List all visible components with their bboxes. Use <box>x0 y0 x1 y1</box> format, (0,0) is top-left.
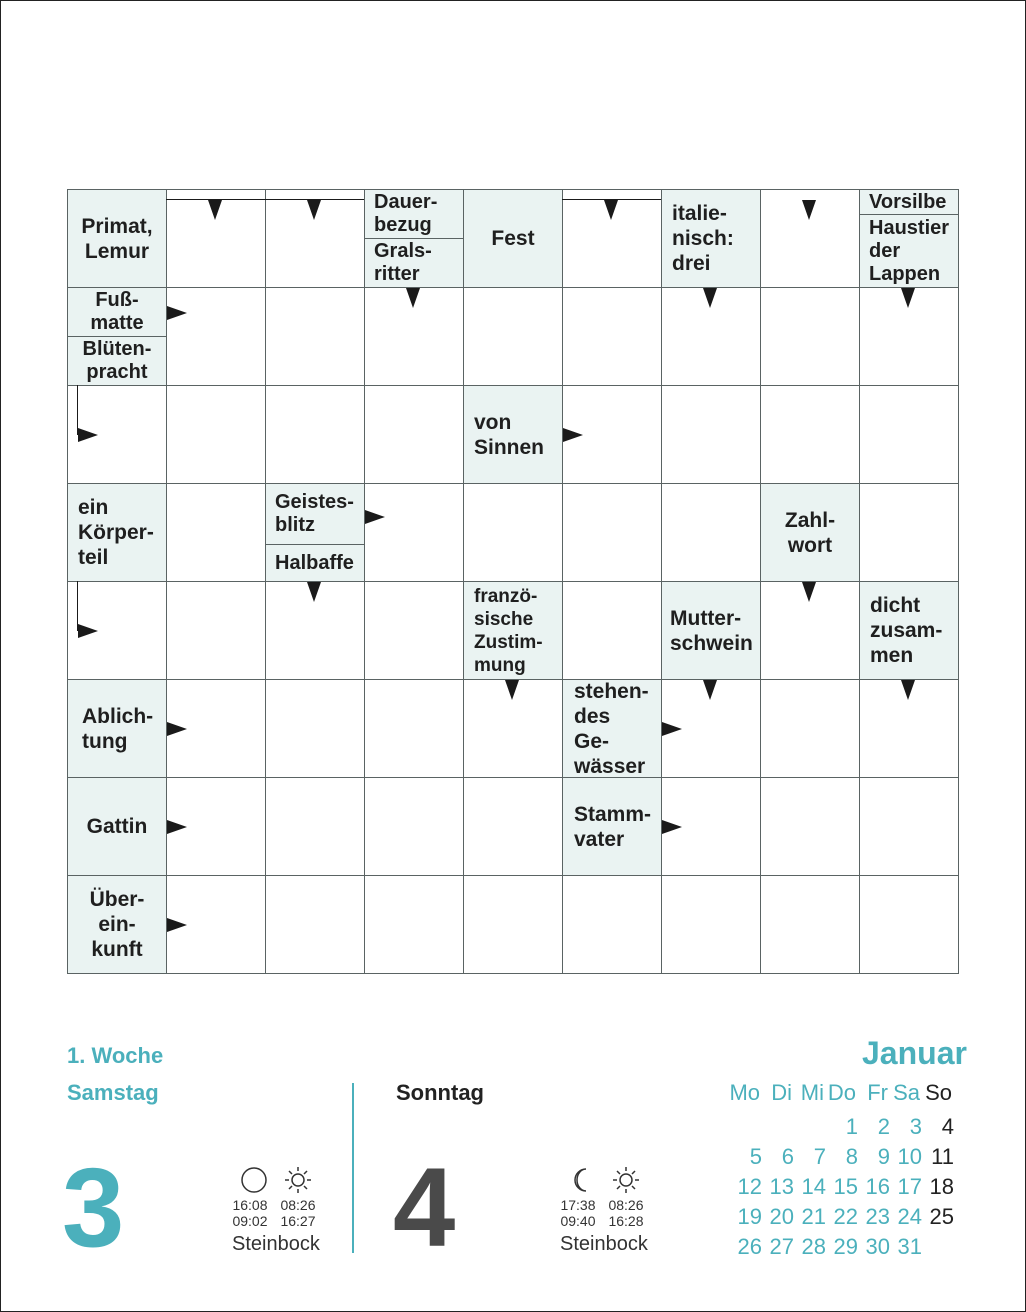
calendar-day[interactable]: 11 <box>931 1144 954 1169</box>
calendar-day[interactable]: 22 <box>833 1204 858 1229</box>
grid-cell[interactable] <box>166 287 266 386</box>
calendar-day[interactable]: 6 <box>781 1144 794 1169</box>
arrow-down-icon <box>208 200 222 220</box>
day1-zodiac: Steinbock <box>232 1233 320 1255</box>
moon-rise: 17:38 <box>560 1197 596 1213</box>
calendar-day[interactable]: 30 <box>865 1234 890 1259</box>
grid-cell[interactable] <box>661 385 761 484</box>
arrow-right-icon <box>167 722 187 736</box>
clue-italienisch: italie- nisch: drei <box>661 189 761 288</box>
clue-zahlwort: Zahl- wort <box>760 483 860 582</box>
moon-rise: 16:08 <box>232 1197 268 1213</box>
calendar-day[interactable]: 3 <box>909 1114 922 1139</box>
grid-cell[interactable] <box>364 679 464 778</box>
sun-rise: 08:26 <box>608 1197 644 1213</box>
day1-number: 3 <box>62 1145 125 1270</box>
sun-set: 16:27 <box>280 1213 316 1229</box>
sun-icon <box>273 1166 323 1197</box>
arrow-down-icon <box>802 582 816 602</box>
clue-halbaffe: Halbaffe <box>265 544 365 582</box>
grid-cell[interactable] <box>166 581 266 680</box>
grid-cell[interactable] <box>463 483 563 582</box>
day2-zodiac: Steinbock <box>560 1233 648 1255</box>
calendar-day[interactable]: 21 <box>801 1204 826 1229</box>
arrow-down-icon <box>703 288 717 308</box>
grid-cell[interactable] <box>562 875 662 974</box>
calendar-day[interactable]: 13 <box>769 1174 794 1199</box>
arrow-right-icon <box>78 428 98 442</box>
clue-dauerbezug: Dauer- bezug <box>364 189 464 239</box>
calendar-day[interactable]: 19 <box>737 1204 762 1229</box>
clue-von-sinnen: von Sinnen <box>463 385 563 484</box>
grid-cell[interactable] <box>364 385 464 484</box>
calendar-day[interactable]: 17 <box>897 1174 922 1199</box>
sun-set: 16:28 <box>608 1213 644 1229</box>
clue-ablichtung: Ablich- tung <box>67 679 167 778</box>
calendar-day[interactable]: 14 <box>801 1174 826 1199</box>
calendar-day[interactable]: 1 <box>845 1114 858 1139</box>
grid-cell[interactable] <box>265 875 365 974</box>
grid-cell[interactable] <box>760 385 860 484</box>
calendar-day[interactable]: 10 <box>897 1144 922 1169</box>
grid-cell[interactable] <box>166 385 266 484</box>
arrow-down-icon <box>307 582 321 602</box>
weekday-header: Mi <box>800 1080 824 1105</box>
arrow-connector <box>166 199 364 200</box>
clue-dicht: dicht zusam- men <box>859 581 959 680</box>
arrow-right-icon <box>167 918 187 932</box>
calendar-day[interactable]: 29 <box>833 1234 858 1259</box>
grid-cell[interactable] <box>364 483 464 582</box>
grid-cell[interactable] <box>562 581 662 680</box>
calendar-day[interactable]: 28 <box>801 1234 826 1259</box>
arrow-down-icon <box>901 680 915 700</box>
calendar-day[interactable]: 25 <box>929 1204 954 1229</box>
moon-set: 09:40 <box>560 1213 596 1229</box>
grid-cell[interactable] <box>364 875 464 974</box>
grid-cell[interactable] <box>859 777 959 876</box>
clue-stammvater: Stamm- vater <box>562 777 662 876</box>
calendar-day[interactable]: 27 <box>769 1234 794 1259</box>
calendar-day[interactable]: 23 <box>865 1204 890 1229</box>
arrow-right-icon <box>662 722 682 736</box>
arrow-right-icon <box>365 510 385 524</box>
clue-bluetenpracht: Blüten- pracht <box>67 336 167 386</box>
clue-zustimmung: franzö- sische Zustim- mung <box>463 581 563 680</box>
clue-koerperteil: ein Körper- teil <box>67 483 167 582</box>
arrow-down-icon <box>802 200 816 220</box>
grid-cell[interactable] <box>463 287 563 386</box>
arrow-down-icon <box>406 288 420 308</box>
grid-cell[interactable] <box>463 875 563 974</box>
calendar-day[interactable]: 20 <box>769 1204 794 1229</box>
calendar-day[interactable]: 5 <box>749 1144 762 1169</box>
moon-set: 09:02 <box>232 1213 268 1229</box>
arrow-right-icon <box>662 820 682 834</box>
grid-cell[interactable] <box>265 777 365 876</box>
crescent-moon-icon <box>557 1166 607 1197</box>
clue-vorsilbe: Vorsilbe <box>859 189 959 215</box>
calendar-day[interactable]: 16 <box>865 1174 890 1199</box>
arrow-down-icon <box>307 200 321 220</box>
day2-number: 4 <box>393 1145 456 1270</box>
clue-gewaesser: stehen- des Ge- wässer <box>562 679 662 778</box>
arrow-connector <box>562 199 661 200</box>
clue-fest: Fest <box>463 189 563 288</box>
weekday-header: Fr <box>867 1080 888 1105</box>
grid-cell[interactable] <box>859 483 959 582</box>
calendar-day[interactable]: 12 <box>737 1174 762 1199</box>
calendar-day[interactable]: 18 <box>929 1174 954 1199</box>
calendar-day[interactable]: 2 <box>877 1114 890 1139</box>
weekday-header: So <box>925 1080 952 1105</box>
grid-cell[interactable] <box>760 875 860 974</box>
sun-icon <box>601 1166 651 1197</box>
weekday-header: Do <box>827 1080 856 1105</box>
grid-cell[interactable] <box>364 581 464 680</box>
crossword-grid <box>67 189 958 974</box>
grid-cell[interactable] <box>463 777 563 876</box>
clue-gralsritter: Grals- ritter <box>364 238 464 288</box>
weekday-header: Mo <box>729 1080 760 1105</box>
arrow-down-icon <box>604 200 618 220</box>
arrow-right-icon <box>563 428 583 442</box>
grid-cell[interactable] <box>661 875 761 974</box>
month-title: Januar <box>862 1035 967 1071</box>
calendar-day[interactable]: 9 <box>877 1144 890 1169</box>
grid-cell[interactable] <box>859 385 959 484</box>
grid-cell[interactable] <box>166 483 266 582</box>
arrow-right-icon <box>167 820 187 834</box>
weekday-header: Sa <box>893 1080 920 1105</box>
calendar-day[interactable]: 7 <box>813 1144 826 1169</box>
grid-cell[interactable] <box>265 287 365 386</box>
grid-cell[interactable] <box>562 483 662 582</box>
calendar-day[interactable]: 24 <box>897 1204 922 1229</box>
clue-haustier: Haustier der Lappen <box>859 214 959 288</box>
clue-fussmatte: Fuß- matte <box>67 287 167 337</box>
grid-cell[interactable] <box>859 875 959 974</box>
grid-cell[interactable] <box>661 483 761 582</box>
day2-name: Sonntag <box>396 1080 484 1105</box>
calendar-day[interactable]: 31 <box>897 1234 922 1259</box>
calendar-day[interactable]: 8 <box>845 1144 858 1169</box>
day-divider <box>352 1083 354 1253</box>
grid-cell[interactable] <box>364 777 464 876</box>
arrow-down-icon <box>505 680 519 700</box>
day1-name: Samstag <box>67 1080 159 1105</box>
arrow-right-icon <box>167 306 187 320</box>
clue-uebereinkunft: Über- ein- kunft <box>67 875 167 974</box>
calendar-day[interactable]: 26 <box>737 1234 762 1259</box>
calendar-day[interactable]: 15 <box>833 1174 858 1199</box>
clue-primat: Primat, Lemur <box>67 189 167 288</box>
arrow-down-icon <box>901 288 915 308</box>
grid-cell[interactable] <box>760 777 860 876</box>
arrow-down-icon <box>703 680 717 700</box>
weekday-header: Di <box>771 1080 792 1105</box>
sun-rise: 08:26 <box>280 1197 316 1213</box>
grid-cell[interactable] <box>760 679 860 778</box>
clue-gattin: Gattin <box>67 777 167 876</box>
arrow-right-icon <box>78 624 98 638</box>
grid-cell[interactable] <box>562 287 662 386</box>
calendar-day[interactable]: 4 <box>941 1114 954 1139</box>
clue-geistesblitz: Geistes- blitz <box>265 483 365 545</box>
week-label: 1. Woche <box>67 1043 164 1068</box>
grid-cell[interactable] <box>265 385 365 484</box>
full-moon-icon <box>229 1166 279 1197</box>
clue-mutterschwein: Mutter- schwein <box>661 581 761 680</box>
grid-cell[interactable] <box>265 679 365 778</box>
grid-cell[interactable] <box>760 287 860 386</box>
